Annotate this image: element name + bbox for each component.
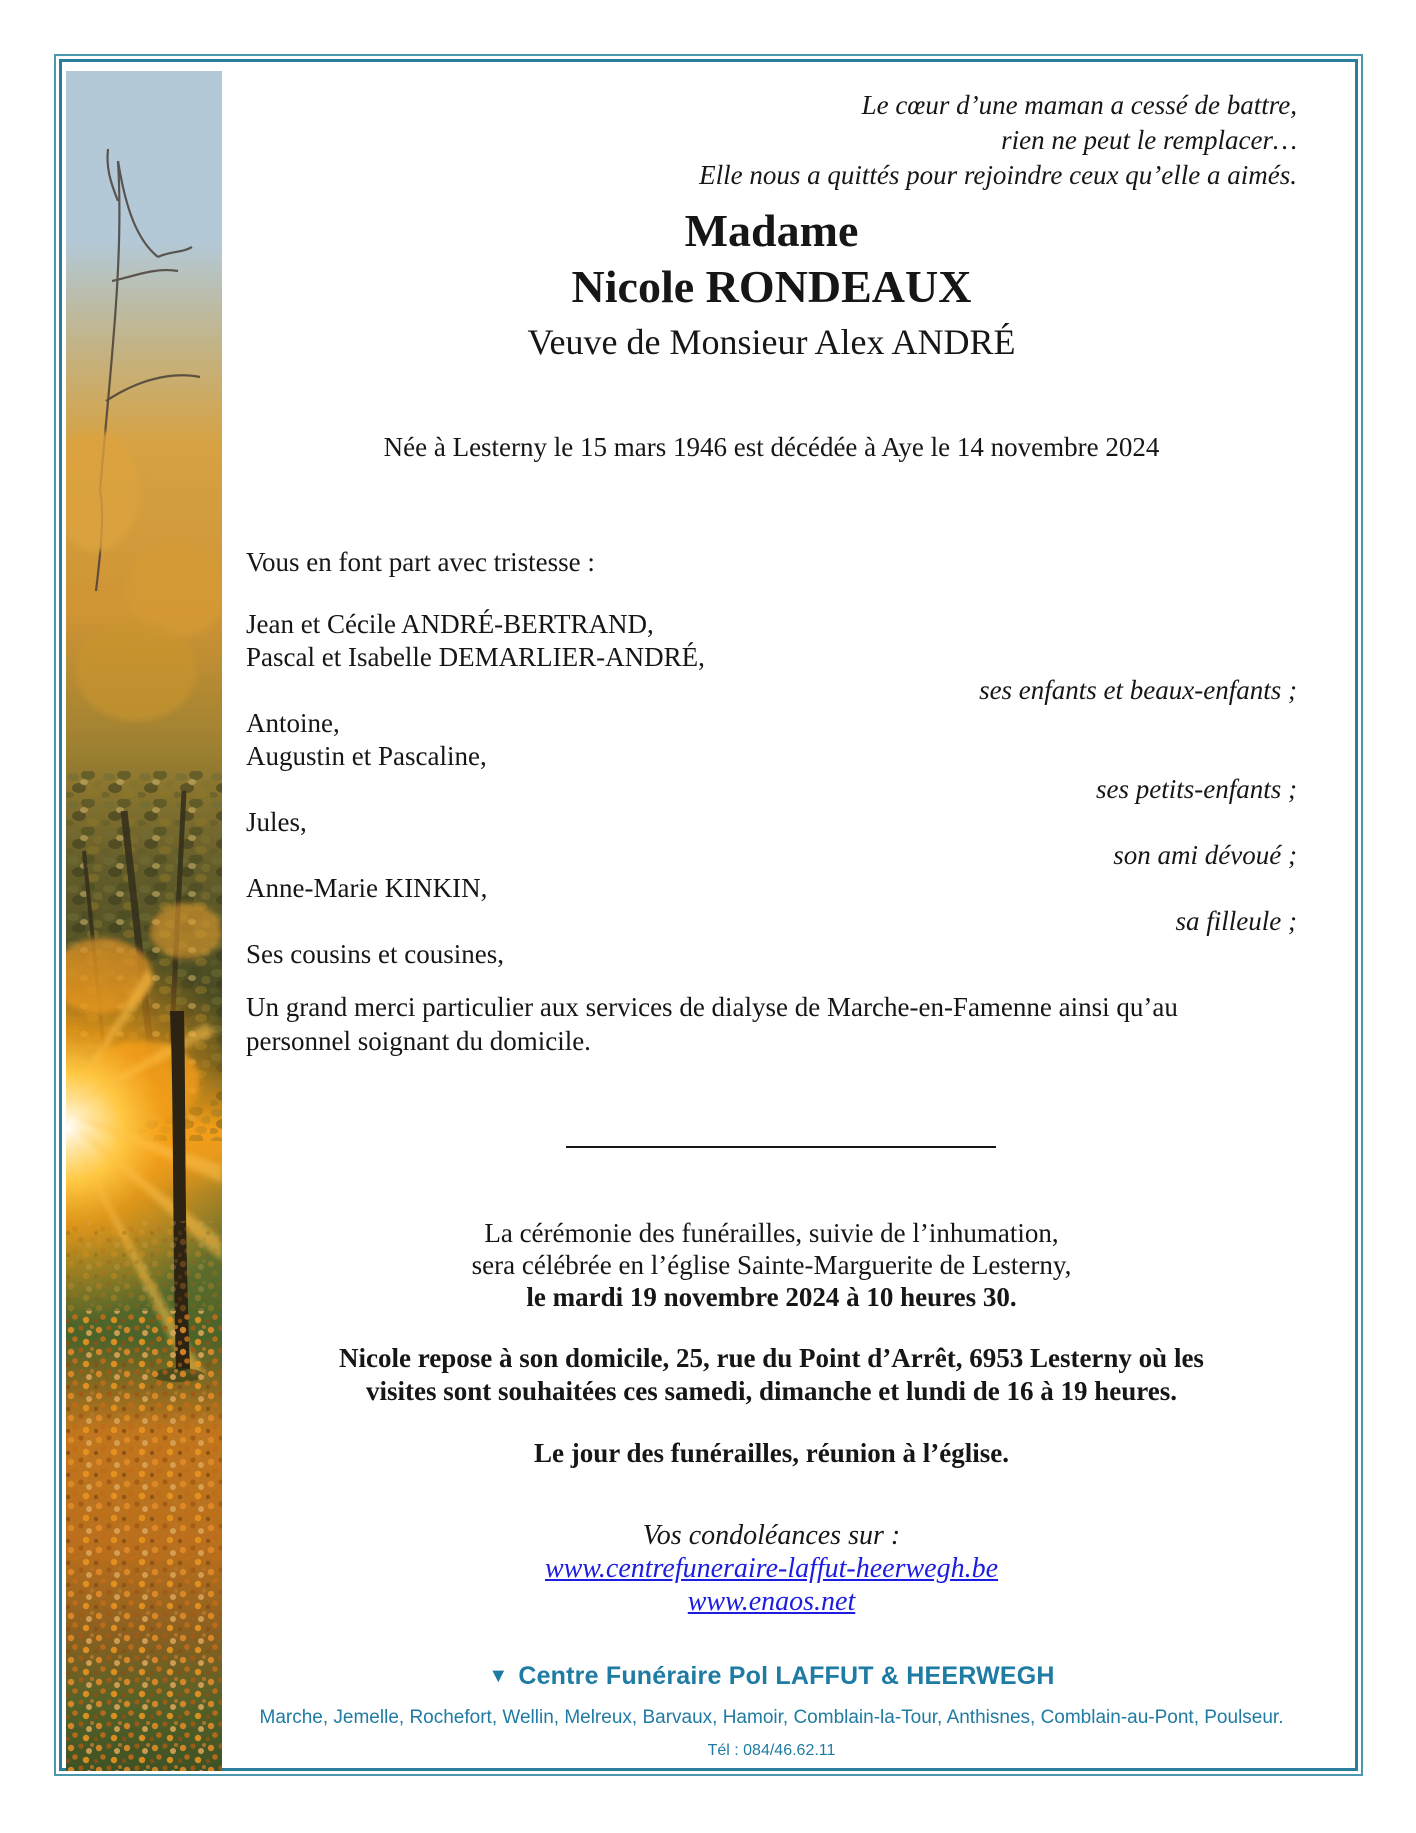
condolences-label: Vos condoléances sur :	[642, 1520, 901, 1551]
announcement-intro: Vous en font part avec tristesse :	[246, 547, 595, 577]
autumn-photo	[66, 71, 222, 1771]
repose-line-1: Nicole repose à son domicile, 25, rue du Point d’Arrêt, 6953 Lesterny où les	[339, 1343, 1204, 1373]
condolences-link-1[interactable]: www.centrefuneraire-laffut-heerwegh.be	[544, 1553, 999, 1584]
thanks-line: personnel soignant du domicile.	[246, 1026, 591, 1057]
repose-line-2: visites sont souhaitées ces samedi, dimanche et lundi de 16 à 19 heures.	[365, 1376, 1178, 1406]
funeral-home-phone: Tél : 084/46.62.11	[707, 1742, 836, 1759]
relation-group-label: ses petits-enfants ;	[1096, 774, 1297, 804]
deceased-relation: Veuve de Monsieur Alex ANDRÉ	[527, 322, 1016, 362]
mourner-row: Anne-Marie KINKIN,	[246, 873, 488, 903]
mourner-row: Ses cousins et cousines,	[246, 939, 504, 969]
mourner-row: Antoine,	[246, 708, 340, 738]
funeral-home-locations: Marche, Jemelle, Rochefort, Wellin, Melreux, Barvaux, Hamoir, Comblain-la-Tour, Anthisnes, Comblain-au-Pont, Poulseur.	[259, 1707, 1284, 1728]
epigraph-line: Elle nous a quittés pour rejoindre ceux qu’elle a aimés.	[699, 160, 1297, 190]
funeral-home-title	[246, 1661, 1297, 1693]
mourner-row: Jean et Cécile ANDRÉ-BERTRAND,	[246, 609, 654, 639]
condolences-link-1-row	[246, 1551, 1297, 1586]
ceremony-line-1: La cérémonie des funérailles, suivie de l’inhumation,	[484, 1218, 1059, 1248]
leaf-carpet	[66, 1311, 222, 1771]
thanks-line: Un grand merci particulier aux services de dialyse de Marche-en-Famenne ainsi qu’au	[246, 992, 1178, 1022]
condolences-link-2-row	[246, 1584, 1297, 1619]
relation-group-label: ses enfants et beaux-enfants ;	[979, 675, 1297, 705]
funeral-home-name: Centre Funéraire Pol LAFFUT & HEERWEGH	[518, 1662, 1055, 1690]
autumn-photo-art	[66, 71, 222, 1771]
mourner-row: Jules,	[246, 807, 307, 837]
ceremony-date: le mardi 19 novembre 2024 à 10 heures 30.	[526, 1282, 1017, 1312]
civility-title: Madame	[684, 205, 859, 256]
deceased-name: Nicole RONDEAUX	[571, 261, 972, 312]
condolences-link-2[interactable]: www.enaos.net	[687, 1586, 856, 1617]
section-divider	[566, 1146, 996, 1148]
funeral-day-note: Le jour des funérailles, réunion à l’église.	[534, 1438, 1009, 1468]
relation-group-label: sa filleule ;	[1175, 906, 1297, 936]
mourner-row: Augustin et Pascaline,	[246, 741, 487, 771]
triangle-icon: ▼	[488, 1665, 509, 1687]
epigraph	[246, 88, 1297, 193]
thanks-paragraph	[246, 990, 1297, 1058]
relation-group-label: son ami dévoué ;	[1113, 840, 1297, 870]
epigraph-line: Le cœur d’une maman a cessé de battre,	[861, 90, 1297, 120]
mourner-row: Pascal et Isabelle DEMARLIER-ANDRÉ,	[246, 642, 705, 672]
life-dates: Née à Lesterny le 15 mars 1946 est décédée à Aye le 14 novembre 2024	[383, 432, 1160, 462]
ceremony-line-2: sera célébrée en l’église Sainte-Marguerite de Lesterny,	[471, 1250, 1072, 1280]
epigraph-line: rien ne peut le remplacer…	[1001, 125, 1297, 155]
